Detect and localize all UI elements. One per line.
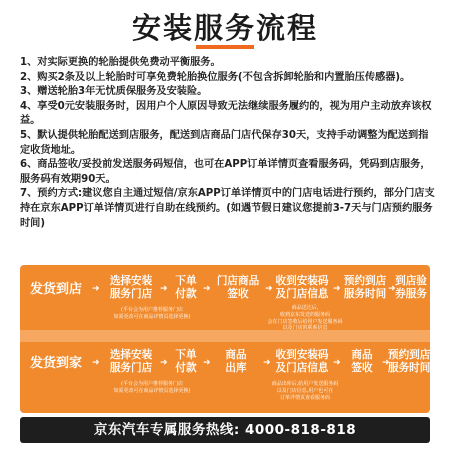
arrow-right-icon: ➜ (92, 358, 100, 368)
flow-step: 选择安装 服务门店 (109, 349, 153, 374)
page-title: 安装服务流程 (131, 11, 318, 45)
title-underline (196, 45, 254, 49)
arrow-right-icon: ➜ (160, 358, 168, 368)
arrow-right-icon: ➜ (160, 284, 168, 294)
flow-note: 商品送达后, 收到京东发送的服务码 会在门店签收后给用户发送服务码 以及门店的联系信息 (267, 305, 343, 332)
flow-row-store (20, 271, 430, 331)
service-flow-panel (20, 265, 430, 413)
flow-step: 选择安装 服务门店 (109, 275, 153, 300)
arrow-right-icon: ➜ (333, 284, 341, 294)
rule-item: 5、默认提供轮胎配送到店服务，配送到店商品门店代保存30天，支持手动调整为配送到指定收货地址。 (20, 129, 429, 156)
rule-item: 1、对实际更换的轮胎提供免费动平衡服务。 (20, 57, 221, 68)
flow-note: (平台会为用户推荐服务门店 如需更改可在商品详情页选择更换) (113, 307, 191, 320)
rule-item: 6、商品签收/妥投前发送服务码短信，也可在APP订单详情页查看服务码，凭码到店服务，服务码有效期90天。 (20, 159, 431, 185)
flow-step: 预约到店 服务时间 (343, 275, 387, 300)
flow-step: 门店商品 签收 (216, 275, 260, 300)
flow-step: 下单 付款 (175, 275, 197, 300)
flow-note: (平台会为用户推荐服务门店 如需更改可在商品详情页选择更换) (113, 381, 191, 394)
flow-row-label: 发货到家 (29, 356, 82, 371)
flow-step: 商品 签收 (351, 349, 373, 374)
rule-item: 7、预约方式:建议您自主通过短信/京东APP订单详情页中的门店电话进行预约，部分门店支持在京东APP订单详情页进行自助在线预约。(如遇节假日建议您提前3-7天与门店预约服务时间) (20, 188, 435, 229)
arrow-right-icon: ➜ (203, 284, 211, 294)
flow-step: 下单 付款 (175, 349, 197, 374)
flow-step: 收到安装码 及门店信息 (275, 275, 329, 300)
flow-step: 到店验 券服务 (395, 275, 427, 300)
arrow-right-icon: ➜ (92, 284, 100, 294)
panel-divider (20, 330, 430, 342)
flow-row-home (20, 345, 430, 405)
flow-step: 商品 出库 (225, 349, 247, 374)
arrow-right-icon: ➜ (388, 284, 396, 294)
service-hotline: 京东汽车专属服务热线: 4000-818-818 (20, 417, 430, 443)
flow-row-label: 发货到店 (29, 282, 82, 297)
arrow-right-icon: ➜ (263, 358, 271, 368)
rule-item: 3、赠送轮胎3年无忧质保服务及安装险。 (20, 86, 208, 98)
rule-item: 2、购买2条及以上轮胎时可享免费轮胎换位服务(不包含拆卸轮胎和内置胎压传感器)。 (20, 71, 411, 83)
flow-step: 收到安装码 及门店信息 (275, 349, 329, 374)
flow-note: 商品出库后,给用户发送服务码 以及门店信息,用户也可在 订单详情页查看服务码 (271, 381, 339, 401)
arrow-right-icon: ➜ (203, 358, 211, 368)
flow-step: 预约到店 服务时间 (388, 349, 430, 374)
arrow-right-icon: ➜ (265, 284, 273, 294)
arrow-right-icon: ➜ (382, 358, 390, 368)
rule-item: 4、享受0元安装服务时，因用户个人原因导致无法继续服务履约的，视为用户主动放弃该权益。 (20, 100, 432, 127)
arrow-right-icon: ➜ (333, 358, 341, 368)
rules-list (20, 56, 436, 231)
